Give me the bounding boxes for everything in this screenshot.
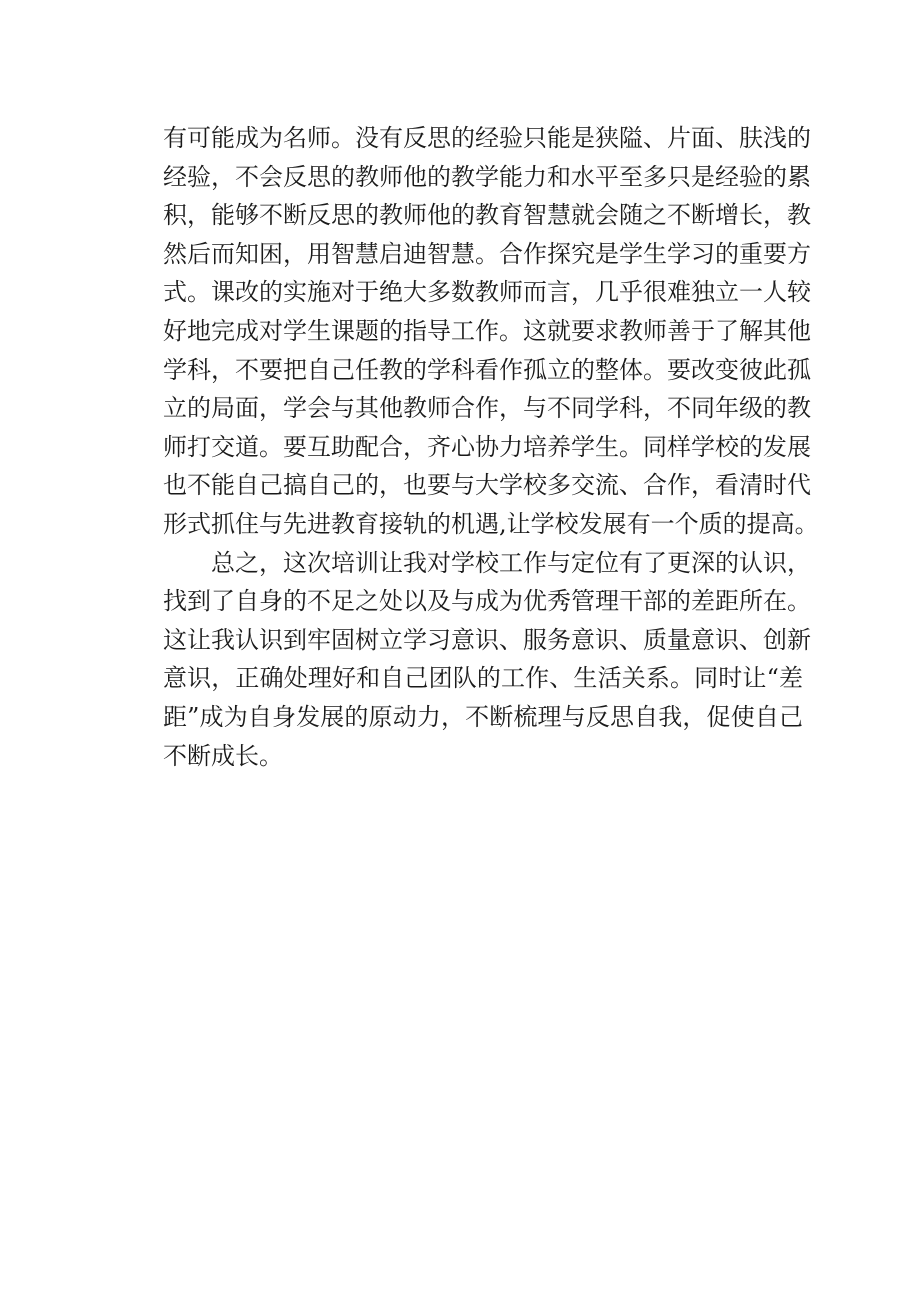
text-line: 找到了自身的不足之处以及与成为优秀管理干部的差距所在。 bbox=[163, 587, 811, 616]
text-line: 距”成为自身发展的原动力，不断梳理与反思自我，促使自己 bbox=[163, 702, 803, 731]
paragraph-2 bbox=[163, 544, 811, 776]
text-line: 积，能够不断反思的教师他的教育智慧就会随之不断增长，教 bbox=[163, 201, 811, 230]
text-line: 师打交道。要互助配合，齐心协力培养学生。同样学校的发展 bbox=[163, 432, 811, 461]
body-text bbox=[163, 119, 819, 775]
text-line: 意识，正确处理好和自己团队的工作、生活关系。同时让“差 bbox=[163, 664, 803, 693]
text-line: 也不能自己搞自己的，也要与大学校多交流、合作，看清时代 bbox=[163, 471, 811, 500]
text-line: 这让我认识到牢固树立学习意识、服务意识、质量意识、创新 bbox=[163, 625, 811, 654]
text-line: 学科，不要把自己任教的学科看作孤立的整体。要改变彼此孤 bbox=[163, 355, 811, 384]
text-line: 形式抓住与先进教育接轨的机遇,让学校发展有一个质的提高。 bbox=[163, 509, 819, 538]
text-line: 然后而知困，用智慧启迪智慧。合作探究是学生学习的重要方 bbox=[163, 239, 811, 268]
text-line: 总之，这次培训让我对学校工作与定位有了更深的认识， bbox=[211, 548, 811, 577]
text-line: 不断成长。 bbox=[163, 741, 283, 770]
paragraph-1 bbox=[163, 119, 819, 544]
text-line: 好地完成对学生课题的指导工作。这就要求教师善于了解其他 bbox=[163, 316, 811, 345]
text-line: 经验，不会反思的教师他的教学能力和水平至多只是经验的累 bbox=[163, 162, 811, 191]
text-line: 式。课改的实施对于绝大多数教师而言，几乎很难独立一人较 bbox=[163, 278, 811, 307]
text-line: 立的局面，学会与其他教师合作，与不同学科，不同年级的教 bbox=[163, 394, 811, 423]
text-line: 有可能成为名师。没有反思的经验只能是狭隘、片面、肤浅的 bbox=[163, 124, 811, 152]
